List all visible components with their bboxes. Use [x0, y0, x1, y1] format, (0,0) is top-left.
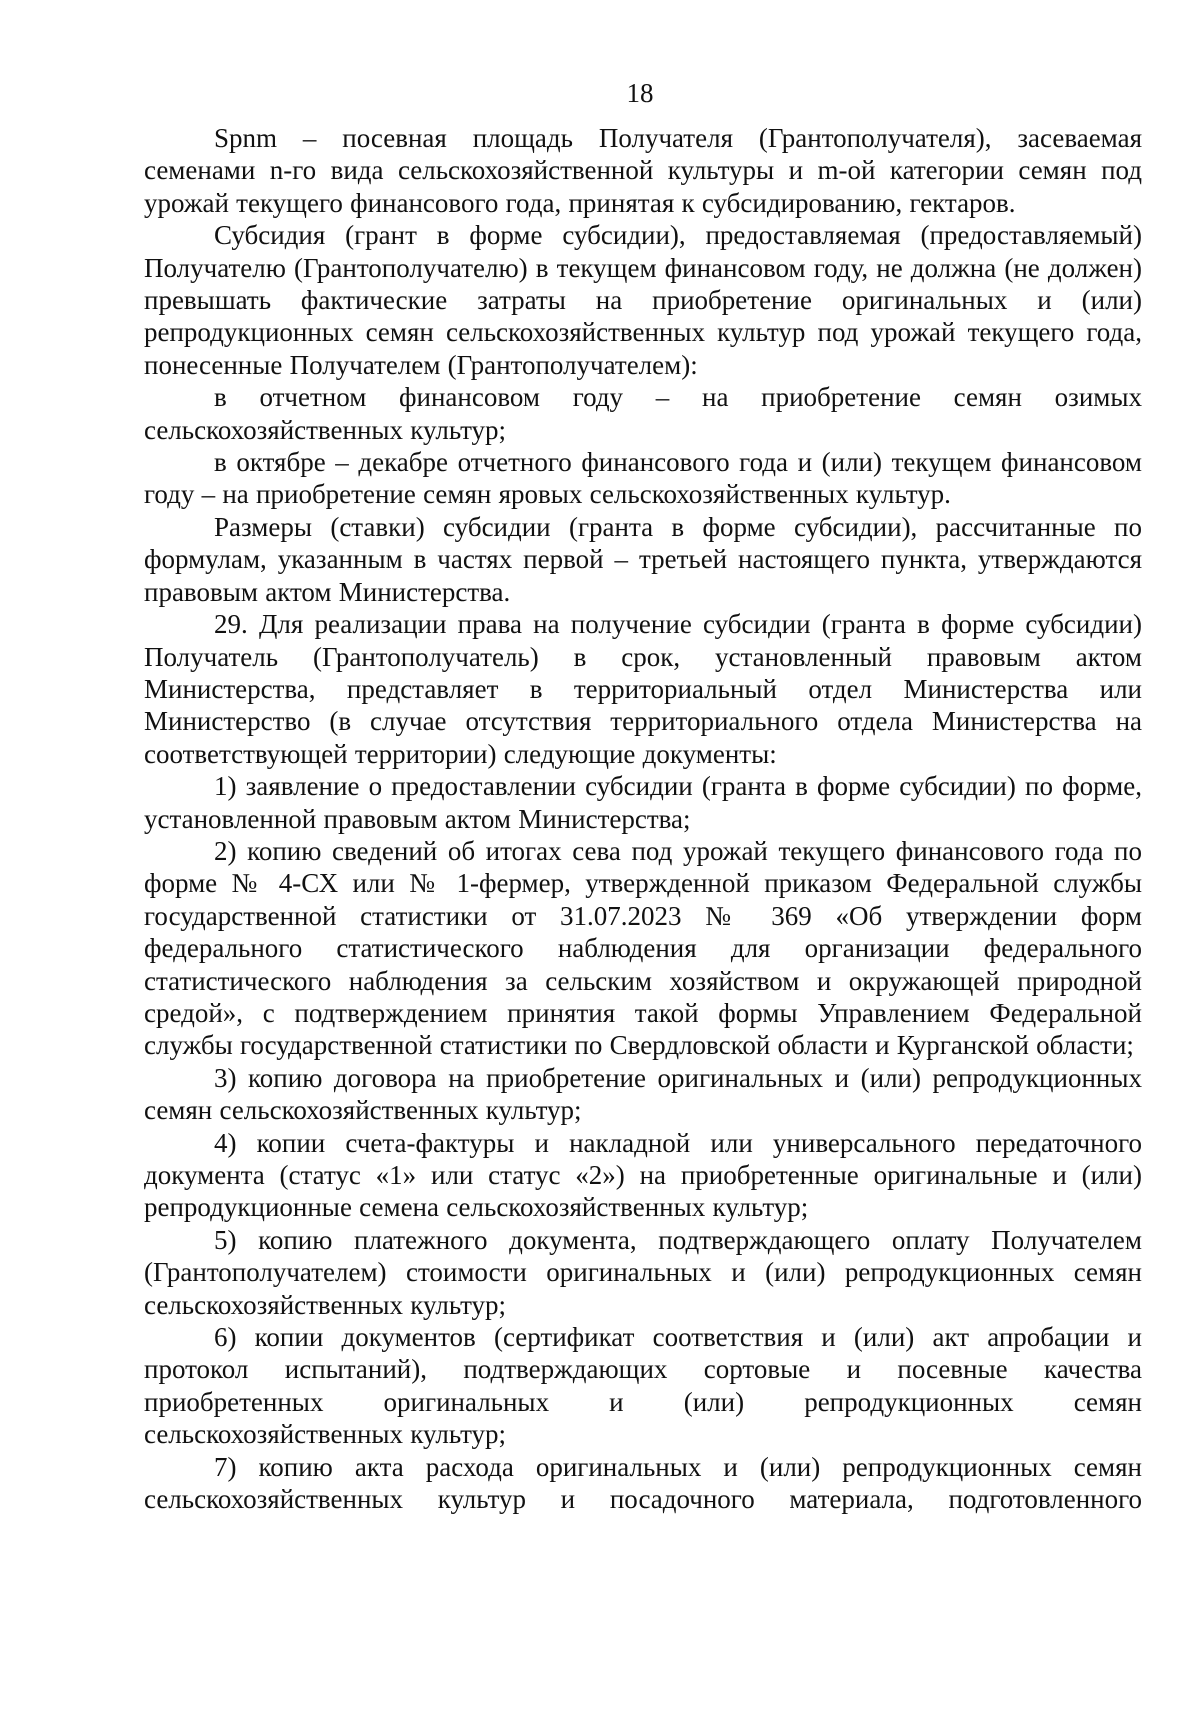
list-item-2: 2) копию сведений об итогах сева под урожай текущего финансового года по форме № 4-СХ или № 1-фермер, утвержденной приказом Федеральной службы государственной статистики от 31.07.2023 № 369 «Об утверждении форм федерального статистического наблюдения для организации федерального статистического наблюдения за сельским хозяйством и окружающей природной средой», с подтверждением принятия такой формы Управлением Федеральной службы государственной статистики по Свердловской области и Курганской области;	[144, 835, 1142, 1061]
paragraph-subsidy-limit: Субсидия (грант в форме субсидии), предоставляемая (предоставляемый) Получателю (Грантополучателю) в текущем финансовом году, не должна (не должен) превышать фактические затраты на приобретение оригинальных и (или) репродукционных семян сельскохозяйственных культур под урожай текущего года, понесенные Получателем (Грантополучателем):	[144, 220, 1142, 380]
list-item-7: 7) копию акта расхода оригинальных и (или) репродукционных семян сельскохозяйственных культур и посадочного материала, подготовленного	[144, 1451, 1142, 1515]
paragraph-subsidy-rates: Размеры (ставки) субсидии (гранта в форме субсидии), рассчитанные по формулам, указанным в частях первой – третьей настоящего пункта, утверждаются правовым актом Министерства.	[144, 511, 1142, 607]
list-item-6: 6) копии документов (сертификат соответствия и (или) акт апробации и протокол испытаний), подтверждающих сортовые и посевные качества приобретенных оригинальных и (или) репродукционных семян сельскохозяйственных культур;	[144, 1322, 1142, 1450]
list-item-5: 5) копию платежного документа, подтверждающего оплату Получателем (Грантополучателем) стоимости оригинальных и (или) репродукционных семян сельскохозяйственных культур;	[144, 1224, 1142, 1320]
list-item-3: 3) копию договора на приобретение оригинальных и (или) репродукционных семян сельскохозяйственных культур;	[144, 1062, 1142, 1126]
document-body	[144, 122, 1142, 1515]
paragraph-winter-crops: в отчетном финансовом году – на приобретение семян озимых сельскохозяйственных культур;	[144, 382, 1142, 445]
paragraph-spring-crops: в октябре – декабре отчетного финансового года и (или) текущем финансовом году – на приобретение семян яровых сельскохозяйственных культур.	[144, 447, 1142, 510]
paragraph-spnm-definition: Spnm – посевная площадь Получателя (Грантополучателя), засеваемая семенами n-го вида сельскохозяйственной культуры и m-ой категории семян под урожай текущего финансового года, принятая к субсидированию, гектаров.	[144, 123, 1142, 218]
list-item-4: 4) копии счета-фактуры и накладной или универсального передаточного документа (статус «1» или статус «2») на приобретенные оригинальные и (или) репродукционные семена сельскохозяйственных культур;	[144, 1127, 1142, 1223]
page-number: 18	[626, 78, 654, 108]
paragraph-item-29: 29. Для реализации права на получение субсидии (гранта в форме субсидии) Получатель (Грантополучатель) в срок, установленный правовым актом Министерства, представляет в территориальный отдел Министерства или Министерство (в случае отсутствия территориального отдела Министерства на соответствующей территории) следующие документы:	[144, 609, 1142, 769]
list-item-1: 1) заявление о предоставлении субсидии (гранта в форме субсидии) по форме, установленной правовым актом Министерства;	[144, 771, 1142, 834]
